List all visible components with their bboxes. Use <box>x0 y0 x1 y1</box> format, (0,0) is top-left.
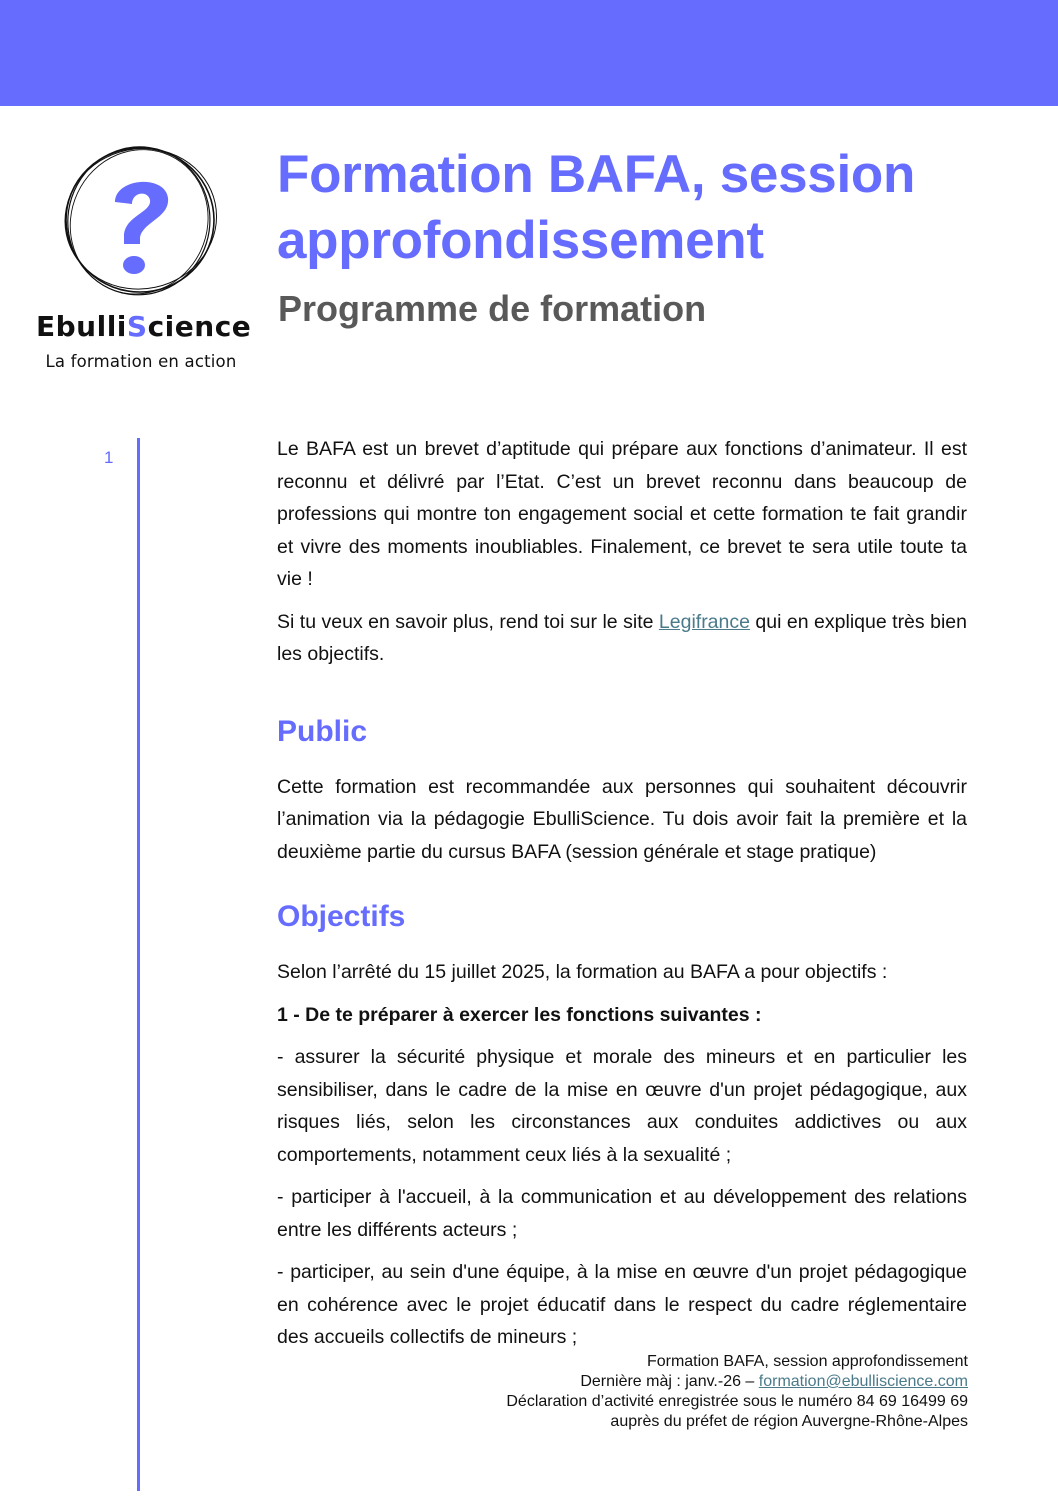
question-mark-circle-icon <box>60 140 220 300</box>
logo-name: EbulliScience <box>36 310 252 343</box>
margin-rule <box>137 438 140 1491</box>
intro-paragraph: Le BAFA est un brevet d’aptitude qui prépare aux fonctions d’animateur. Il est reconnu et délivré par l’Etat. C’est un brevet reconnu dans beaucoup de professions qui montre ton engagement social et cette formation te fait grandir et vivre des moments inoubliables. Finalement, ce brevet te sera utile toute ta vie ! <box>277 438 967 590</box>
header-band <box>0 0 1058 106</box>
objectif-item: - participer à l'accueil, à la communication et au développement des relations entre les différents acteurs ; <box>277 1186 967 1241</box>
logo-tagline: La formation en action <box>45 352 237 371</box>
page-title: Formation BAFA, session approfondissement <box>277 145 916 270</box>
footer-update: Dernière màj : janv.-26 – formation@ebulliscience.com <box>580 1373 968 1390</box>
main-content <box>277 433 967 1354</box>
page-number: 1 <box>104 448 114 467</box>
logo <box>36 140 252 380</box>
public-paragraph: Cette formation est recommandée aux personnes qui souhaitent découvrir l’animation via la pédagogie EbulliScience. Tu dois avoir fait la première et la deuxième partie du cursus BAFA (session générale et stage pratique) <box>277 775 967 863</box>
footer-declaration: Déclaration d’activité enregistrée sous le numéro 84 69 16499 69 <box>506 1393 968 1410</box>
objectifs-subheading: 1 - De te préparer à exercer les fonctions suivantes : <box>277 1003 762 1026</box>
email-link[interactable]: formation@ebulliscience.com <box>758 1373 968 1390</box>
legifrance-link[interactable]: Legifrance <box>658 610 750 633</box>
intro-link-paragraph: Si tu veux en savoir plus, rend toi sur le site Legifrance qui en explique très bien les objectifs. <box>277 610 967 665</box>
page-subtitle: Programme de formation <box>278 288 707 329</box>
section-heading-objectifs: Objectifs <box>277 900 406 933</box>
objectif-item: - assurer la sécurité physique et morale des mineurs et en particulier les sensibiliser, dans le cadre de la mise en œuvre d'un projet pédagogique, aux risques liés, selon les circonstances aux conduites addictives ou aux comportements, notamment ceux liés à la sexualité ; <box>277 1046 967 1166</box>
footer-prefecture: auprès du préfet de région Auvergne-Rhône-Alpes <box>610 1413 968 1430</box>
footer-title: Formation BAFA, session approfondissement <box>646 1353 968 1370</box>
objectifs-intro: Selon l’arrêté du 15 juillet 2025, la formation au BAFA a pour objectifs : <box>277 961 888 983</box>
section-heading-public: Public <box>277 714 368 748</box>
footer <box>506 1352 968 1432</box>
objectif-item: - participer, au sein d'une équipe, à la mise en œuvre d'un projet pédagogique en cohérence avec le projet éducatif dans le respect du cadre réglementaire des accueils collectifs de mineurs ; <box>277 1261 967 1348</box>
